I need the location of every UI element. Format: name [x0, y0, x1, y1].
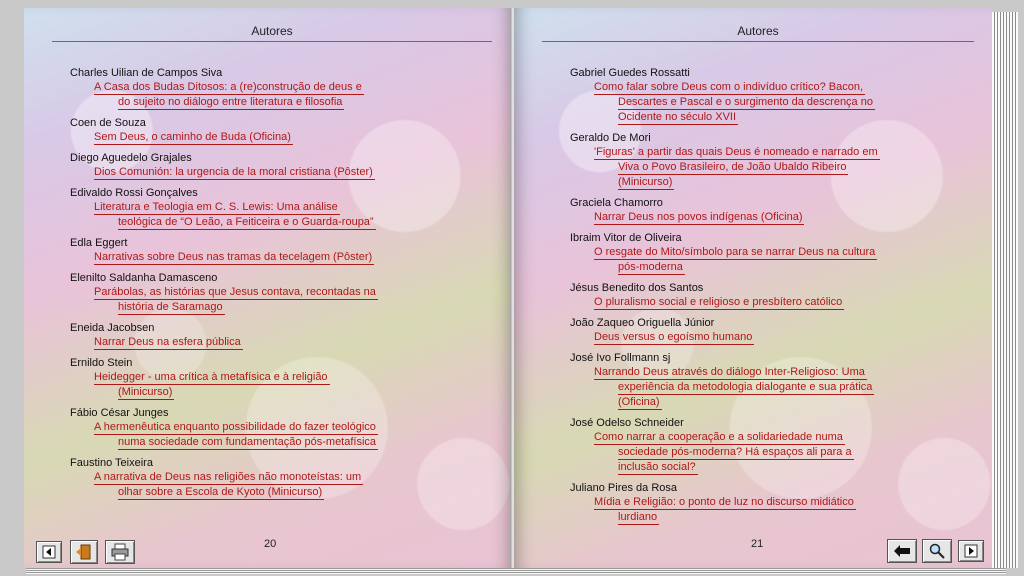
author-entry — [570, 416, 970, 475]
session-title-link[interactable]: Descartes e Pascal e o surgimento da descrença no — [618, 96, 873, 108]
page-number: 21 — [751, 538, 764, 550]
session-title-link[interactable]: Mídia e Religião: o ponto de luz no discurso midiático — [594, 496, 854, 508]
session-title-link[interactable]: A narrativa de Deus nas religiões não monoteístas: um — [94, 471, 362, 483]
author-name: João Zaqueo Origuella Júnior — [570, 317, 715, 329]
page-header-title: Autores — [251, 24, 293, 38]
back-button[interactable] — [887, 539, 917, 563]
author-name: Charles Uilian de Campos Siva — [70, 67, 223, 79]
session-title-link[interactable]: sociedade pós-moderna? Há espaços ali para a — [618, 446, 852, 458]
author-list — [570, 66, 970, 531]
session-title-link[interactable]: Parábolas, as histórias que Jesus contava, recontadas na — [94, 286, 376, 298]
session-title-link[interactable]: lurdiano — [618, 511, 658, 523]
author-name: Jésus Benedito dos Santos — [570, 282, 704, 294]
session-title-link[interactable]: O resgate do Mito/símbolo para se narrar Deus na cultura — [594, 246, 876, 258]
zoom-button[interactable] — [922, 539, 952, 563]
page-header-title: Autores — [737, 24, 779, 38]
author-entry — [70, 321, 480, 350]
author-name: José Ivo Follmann sj — [570, 352, 671, 364]
flipbook — [24, 8, 1020, 574]
author-name: Ibraim Vitor de Oliveira — [570, 232, 682, 244]
author-name: Graciela Chamorro — [570, 197, 663, 209]
next-page-button[interactable] — [958, 540, 984, 562]
session-title-link[interactable]: A hermenêutica enquanto possibilidade do fazer teológico — [94, 421, 376, 433]
author-entry — [70, 66, 480, 110]
session-title-link[interactable]: história de Saramago — [118, 301, 223, 313]
session-title-link[interactable]: (Minicurso) — [618, 176, 673, 188]
session-title-link[interactable]: Viva o Povo Brasileiro, de João Ubaldo Ribeiro — [618, 161, 847, 173]
author-name: Edla Eggert — [70, 237, 128, 249]
session-title-link[interactable]: Narrativas sobre Deus nas tramas da tecelagem (Pôster) — [94, 251, 373, 263]
prev-page-button[interactable] — [36, 541, 62, 563]
magnifier-icon — [929, 543, 945, 559]
page-stack-edge — [992, 12, 1018, 568]
page-stack-bottom — [26, 568, 1006, 574]
header-divider — [52, 41, 492, 42]
arrow-back-icon — [893, 544, 911, 558]
author-name: Ernildo Stein — [70, 357, 133, 369]
session-title-link[interactable]: inclusão social? — [618, 461, 696, 473]
exit-button[interactable] — [70, 540, 98, 564]
session-title-link[interactable]: Ocidente no século XVII — [618, 111, 737, 123]
author-entry — [570, 316, 970, 345]
header-divider — [542, 41, 974, 42]
session-title-link[interactable]: (Oficina) — [618, 396, 660, 408]
session-title-link[interactable]: olhar sobre a Escola de Kyoto (Minicurso) — [118, 486, 323, 498]
session-title-link[interactable]: (Minicurso) — [118, 386, 173, 398]
author-entry — [570, 481, 970, 525]
session-title-link[interactable]: Literatura e Teologia em C. S. Lewis: Uma análise — [94, 201, 338, 213]
session-title-link[interactable]: Dios Comunión: la urgencia de la moral cristiana (Pôster) — [94, 166, 373, 178]
author-name: José Odelso Schneider — [570, 417, 684, 429]
author-entry — [70, 186, 480, 230]
author-name: Coen de Souza — [70, 117, 146, 129]
author-entry — [70, 456, 480, 500]
author-name: Edivaldo Rossi Gonçalves — [70, 187, 198, 199]
session-title-link[interactable]: Narrar Deus na esfera pública — [94, 336, 241, 348]
author-entry — [70, 151, 480, 180]
arrow-left-icon — [42, 545, 56, 559]
session-title-link[interactable]: Narrar Deus nos povos indígenas (Oficina) — [594, 211, 803, 223]
session-title-link[interactable]: O pluralismo social e religioso e presbítero católico — [594, 296, 843, 308]
author-entry — [570, 351, 970, 410]
author-entry — [70, 406, 480, 450]
author-name: Geraldo De Mori — [570, 132, 651, 144]
author-entry — [570, 281, 970, 310]
author-name: Fábio César Junges — [70, 407, 169, 419]
session-title-link[interactable]: Deus versus o egoísmo humano — [594, 331, 753, 343]
author-list — [70, 66, 480, 506]
session-title-link[interactable]: 'Figuras' a partir das quais Deus é nomeado e narrado em — [594, 146, 878, 158]
session-title-link[interactable]: do sujeito no diálogo entre literatura e filosofia — [118, 96, 343, 108]
session-title-link[interactable]: A Casa dos Budas Ditosos: a (re)construção de deus e — [94, 81, 362, 93]
author-entry — [570, 196, 970, 225]
author-entry — [570, 231, 970, 275]
author-entry — [570, 66, 970, 125]
session-title-link[interactable]: Como narrar a cooperação e a solidariedade numa — [594, 431, 843, 443]
author-name: Faustino Teixeira — [70, 457, 153, 469]
author-name: Gabriel Guedes Rossatti — [570, 67, 690, 79]
session-title-link[interactable]: Sem Deus, o caminho de Buda (Oficina) — [94, 131, 291, 143]
author-name: Elenilto Saldanha Damasceno — [70, 272, 218, 284]
session-title-link[interactable]: experiência da metodologia dialogante e sua prática — [618, 381, 873, 393]
arrow-right-icon — [964, 544, 978, 558]
author-name: Eneida Jacobsen — [70, 322, 155, 334]
session-title-link[interactable]: pós-moderna — [618, 261, 683, 273]
session-title-link[interactable]: Como falar sobre Deus com o indivíduo crítico? Bacon, — [594, 81, 864, 93]
author-name: Juliano Pires da Rosa — [570, 482, 678, 494]
author-entry — [70, 271, 480, 315]
author-entry — [70, 236, 480, 265]
printer-icon — [110, 543, 130, 561]
session-title-link[interactable]: teológica de “O Leão, a Feiticeira e o Guarda-roupa” — [118, 216, 374, 228]
session-title-link[interactable]: Heidegger - uma crítica à metafísica e à religião — [94, 371, 328, 383]
author-entry — [570, 131, 970, 190]
author-entry — [70, 116, 480, 145]
print-button[interactable] — [105, 540, 135, 564]
author-name: Diego Aguedelo Grajales — [70, 152, 192, 164]
right-page[interactable] — [514, 8, 992, 568]
session-title-link[interactable]: Narrando Deus através do diálogo Inter-Religioso: Uma — [594, 366, 865, 378]
page-number: 20 — [264, 538, 277, 550]
author-entry — [70, 356, 480, 400]
door-exit-icon — [75, 543, 93, 561]
session-title-link[interactable]: numa sociedade com fundamentação pós-metafísica — [118, 436, 377, 448]
left-page[interactable] — [24, 8, 512, 568]
